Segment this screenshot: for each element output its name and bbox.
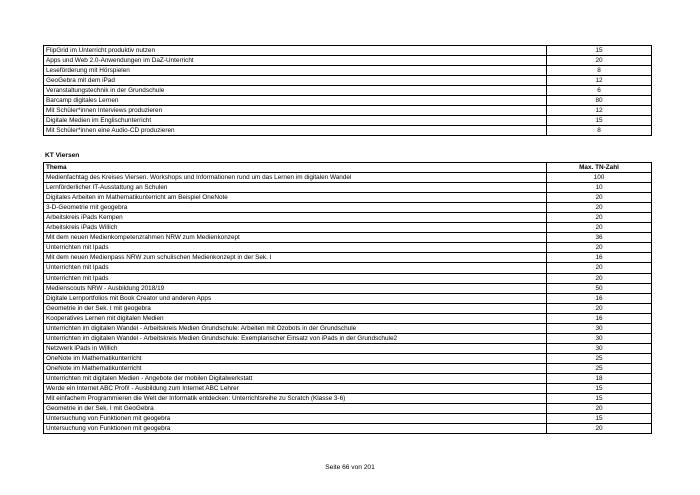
course-table-continued [43,45,652,136]
cell-max-tn: 30 [547,323,652,333]
table-row [44,394,652,404]
cell-max-tn: 12 [547,106,652,116]
cell-max-tn: 20 [547,56,652,66]
cell-thema: Unterrichten mit Ipads [44,273,547,283]
cell-max-tn: 20 [547,213,652,223]
table-row [44,76,652,86]
cell-thema: Mit Schüler*innen Interviews produzieren [44,106,547,116]
table-row [44,333,652,343]
cell-max-tn: 15 [547,384,652,394]
cell-thema: Unterrichten mit Ipads [44,243,547,253]
table-row [44,253,652,263]
header-thema: Thema [44,163,547,173]
course-table-continued-body [44,46,652,136]
table-row [44,126,652,136]
table-row [44,273,652,283]
cell-max-tn: 15 [547,46,652,56]
table-row [44,223,652,233]
cell-max-tn: 20 [547,273,652,283]
table-row [44,96,652,106]
cell-thema: Mit dem neuen Medienpass NRW zum schulischen Medienkonzept in der Sek. I [44,253,547,263]
cell-thema: Digitales Arbeiten im Mathematikunterricht am Beispiel OneNote [44,193,547,203]
table-row [44,303,652,313]
cell-thema: Netzwerk iPads in Willich [44,343,547,353]
header-max-tn: Max. TN-Zahl [547,163,652,173]
table-row [44,116,652,126]
course-table-kt-viersen [43,162,652,434]
cell-max-tn: 20 [547,243,652,253]
table-row [44,404,652,414]
cell-thema: Unterrichten im digitalen Wandel - Arbeitskreis Medien Grundschule: Exemplarischer Einsatz von iPads in der Grundschule2 [44,333,547,343]
cell-thema: Mit einfachem Programmieren die Welt der Informatik entdecken: Unterrichtsreihe zu Scratch (Klasse 3-6) [44,394,547,404]
cell-max-tn: 20 [547,424,652,434]
table-row [44,353,652,363]
table-row [44,363,652,373]
cell-thema: Medienscouts NRW - Ausbildung 2018/19 [44,283,547,293]
table-row [44,243,652,253]
cell-thema: Geometrie in der Sek. I mit geogebra [44,303,547,313]
table-row [44,233,652,243]
table-row [44,183,652,193]
cell-thema: Mit Schüler*innen eine Audio-CD produzieren [44,126,547,136]
table-row [44,313,652,323]
cell-max-tn: 20 [547,263,652,273]
cell-thema: Werde ein Internet ABC Profi! - Ausbildung zum Internet ABC Lehrer [44,384,547,394]
cell-max-tn: 6 [547,86,652,96]
cell-thema: GeoGebra mit dem iPad [44,76,547,86]
cell-max-tn: 15 [547,394,652,404]
course-table-kt-viersen-body [44,173,652,434]
cell-max-tn: 50 [547,283,652,293]
cell-thema: Digitale Medien im Englischunterricht [44,116,547,126]
table-row [44,66,652,76]
cell-thema: OneNote im Mathematikunterricht [44,363,547,373]
table-row [44,323,652,333]
table-row [44,293,652,303]
table-row [44,384,652,394]
cell-max-tn: 80 [547,96,652,106]
cell-thema: Kooperatives Lernen mit digitalen Medien [44,313,547,323]
cell-thema: Mit dem neuen Medienkompetenzrahmen NRW zum Medienkonzept [44,233,547,243]
cell-thema: Leseförderung mit Hörspielen [44,66,547,76]
cell-thema: Digitale Lernportfolios mit Book Creator und anderen Apps [44,293,547,303]
cell-thema: Geometrie in der Sek. I mit GeoGebra [44,404,547,414]
cell-thema: Lernförderlicher IT-Ausstattung an Schulen [44,183,547,193]
table-row [44,213,652,223]
table-row [44,203,652,213]
cell-thema: Unterrichten mit digitalen Medien - Angebote der mobilen Digitalwerkstatt [44,373,547,383]
table-row [44,424,652,434]
table-row [44,373,652,383]
cell-max-tn: 8 [547,126,652,136]
table-row [44,106,652,116]
table-row [44,343,652,353]
cell-max-tn: 16 [547,313,652,323]
table-row [44,86,652,96]
table-row [44,56,652,66]
cell-max-tn: 20 [547,193,652,203]
cell-max-tn: 30 [547,333,652,343]
table-row [44,173,652,183]
table-row [44,414,652,424]
cell-thema: Unterrichten im digitalen Wandel - Arbeitskreis Medien Grundschule: Arbeiten mit Ozobots in der Grundschule [44,323,547,333]
table-row [44,263,652,273]
cell-max-tn: 25 [547,363,652,373]
section-title: KT Viersen [45,152,80,159]
table-row [44,193,652,203]
cell-thema: Barcamp digitales Lernen [44,96,547,106]
table-row [44,46,652,56]
cell-max-tn: 20 [547,203,652,213]
cell-thema: Unterrichten mit Ipads [44,263,547,273]
cell-max-tn: 15 [547,414,652,424]
cell-thema: Untersuchung von Funktionen mit geogebra [44,414,547,424]
cell-max-tn: 36 [547,233,652,243]
cell-max-tn: 15 [547,116,652,126]
cell-max-tn: 12 [547,76,652,86]
cell-max-tn: 16 [547,253,652,263]
cell-max-tn: 20 [547,223,652,233]
cell-max-tn: 30 [547,343,652,353]
cell-thema: FlipGrid im Unterricht produktiv nutzen [44,46,547,56]
cell-thema: OneNote im Mathematikunterricht [44,353,547,363]
cell-max-tn: 10 [547,183,652,193]
cell-max-tn: 16 [547,293,652,303]
cell-thema: Apps und Web 2.0-Anwendungen im DaZ-Unterricht [44,56,547,66]
cell-thema: 3-D-Geometrie mit geogebra [44,203,547,213]
cell-max-tn: 100 [547,173,652,183]
cell-max-tn: 8 [547,66,652,76]
table-header-row [44,163,652,173]
cell-thema: Untersuchung von Funktionen mit geogebra [44,424,547,434]
cell-thema: Veranstaltungstechnik in der Grundschule [44,86,547,96]
cell-max-tn: 18 [547,373,652,383]
page-number: Seite 66 von 201 [325,464,375,471]
cell-thema: Medienfachtag des Kreises Viersen. Workshops und Informationen rund um das Lernen im digitalen Wandel [44,173,547,183]
cell-thema: Arbeitskreis iPads Kempen [44,213,547,223]
cell-max-tn: 25 [547,353,652,363]
cell-max-tn: 20 [547,303,652,313]
cell-thema: Arbeitskreis iPads Willich [44,223,547,233]
table-row [44,283,652,293]
cell-max-tn: 20 [547,404,652,414]
